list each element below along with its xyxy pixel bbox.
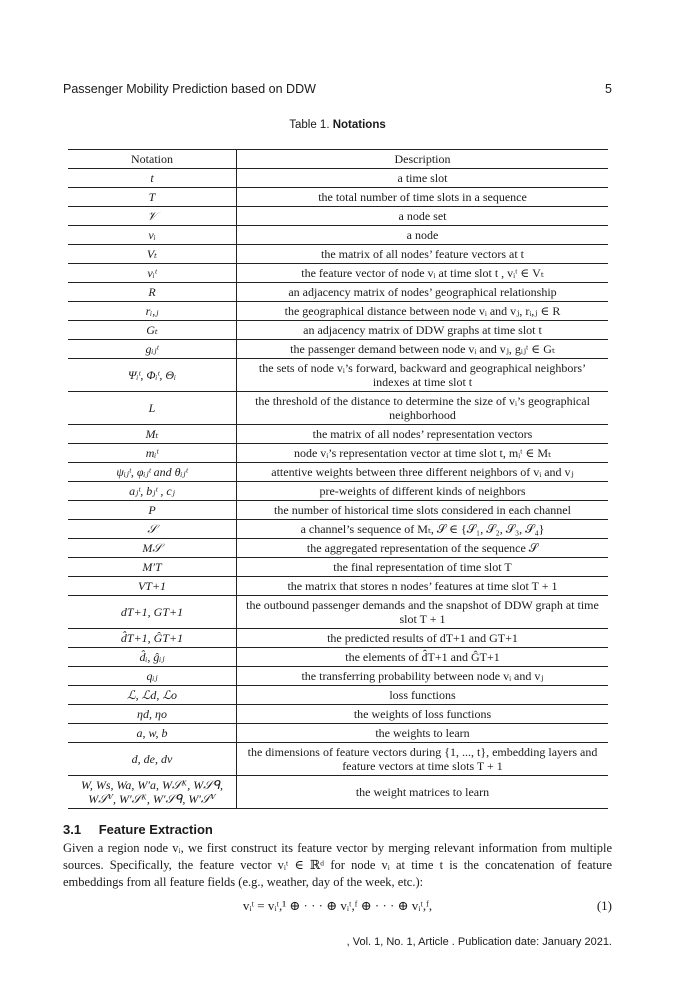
notation-symbol: gᵢⱼᵗ [68, 340, 237, 359]
notation-symbol: Ψᵢᵗ, Φᵢᵗ, Θᵢ [68, 359, 237, 392]
notation-description: the geographical distance between node vᵢ and vⱼ, rᵢ,ⱼ ∈ R [237, 302, 609, 321]
notation-description: the threshold of the distance to determine the size of vᵢ’s geographical neighborhood [237, 392, 609, 425]
notation-symbol: 𝒱 [68, 207, 237, 226]
section-title: Feature Extraction [98, 822, 213, 837]
table-row [68, 743, 608, 776]
notation-description: an adjacency matrix of DDW graphs at time slot t [237, 321, 609, 340]
notation-description: the feature vector of node vᵢ at time slot t , vᵢᵗ ∈ Vₜ [237, 264, 609, 283]
notation-symbol: M𝒮 [68, 539, 237, 558]
notation-symbol: VT+1 [68, 577, 237, 596]
notation-symbol: ηd, ηo [68, 705, 237, 724]
notation-symbol: R [68, 283, 237, 302]
notation-symbol: 𝒮 [68, 520, 237, 539]
notation-symbol: dT+1, GT+1 [68, 596, 237, 629]
notation-description: the weight matrices to learn [237, 776, 609, 809]
notation-description: a node [237, 226, 609, 245]
notation-symbol: vᵢ [68, 226, 237, 245]
table-row [68, 724, 608, 743]
notation-description: the matrix of all nodes’ feature vectors at t [237, 245, 609, 264]
caption-prefix: Table 1. [289, 119, 330, 131]
section-heading [63, 822, 213, 837]
table-row [68, 482, 608, 501]
notation-description: the outbound passenger demands and the snapshot of DDW graph at time slot T + 1 [237, 596, 609, 629]
table-row [68, 169, 608, 188]
notation-symbol: d̂ᵢ, ĝᵢⱼ [68, 648, 237, 667]
table-row [68, 629, 608, 648]
section-number: 3.1 [63, 822, 82, 837]
notation-symbol: M′T [68, 558, 237, 577]
notation-description: an adjacency matrix of nodes’ geographical relationship [237, 283, 609, 302]
notation-symbol: Vₜ [68, 245, 237, 264]
notation-symbol: T [68, 188, 237, 207]
notation-description: the aggregated representation of the sequence 𝒮 [237, 539, 609, 558]
table-row [68, 207, 608, 226]
notation-symbol: Gₜ [68, 321, 237, 340]
notation-description: a node set [237, 207, 609, 226]
table-row [68, 776, 608, 809]
notation-description: the elements of d̂T+1 and ĜT+1 [237, 648, 609, 667]
notation-symbol: vᵢᵗ [68, 264, 237, 283]
table-row [68, 245, 608, 264]
notation-symbol: t [68, 169, 237, 188]
notation-symbol: W, Ws, Wa, W′a, W𝒮ᴷ, W𝒮ᑫ, W𝒮ⱽ, W′𝒮ᴷ, W′𝒮ᑫ, W′𝒮ⱽ [68, 776, 237, 809]
notation-description: the matrix of all nodes’ representation vectors [237, 425, 609, 444]
running-title: Passenger Mobility Prediction based on DDW [63, 82, 316, 96]
table-header-row [68, 150, 608, 169]
notation-symbol: d̂T+1, ĜT+1 [68, 629, 237, 648]
notation-description: the passenger demand between node vᵢ and vⱼ, gᵢⱼᵗ ∈ Gₜ [237, 340, 609, 359]
page-footer: , Vol. 1, No. 1, Article . Publication date: January 2021. [346, 936, 612, 948]
table-row [68, 392, 608, 425]
notation-symbol: mᵢᵗ [68, 444, 237, 463]
table-row [68, 463, 608, 482]
notation-symbol: ψᵢⱼᵗ, φᵢⱼᵗ and θᵢⱼᵗ [68, 463, 237, 482]
notation-symbol: d, de, dv [68, 743, 237, 776]
table-row [68, 648, 608, 667]
table-row [68, 520, 608, 539]
notation-description: the weights to learn [237, 724, 609, 743]
table-row [68, 188, 608, 207]
notation-description: node vᵢ’s representation vector at time slot t, mᵢᵗ ∈ Mₜ [237, 444, 609, 463]
notation-description: the total number of time slots in a sequence [237, 188, 609, 207]
table-body [68, 169, 608, 809]
table-row [68, 444, 608, 463]
caption-title: Notations [332, 119, 386, 131]
page-number: 5 [605, 82, 612, 96]
notation-description: a channel’s sequence of Mₜ, 𝒮 ∈ {𝒮₁, 𝒮₂, 𝒮₃, 𝒮₄} [237, 520, 609, 539]
notation-symbol: a, w, b [68, 724, 237, 743]
table-row [68, 359, 608, 392]
notation-description: a time slot [237, 169, 609, 188]
notation-symbol: qᵢⱼ [68, 667, 237, 686]
table-row [68, 425, 608, 444]
notation-description: the dimensions of feature vectors during {1, ..., t}, embedding layers and feature vectors at time slots T + 1 [237, 743, 609, 776]
notation-description: the predicted results of dT+1 and GT+1 [237, 629, 609, 648]
table-row [68, 226, 608, 245]
table-caption [0, 119, 675, 131]
table-row [68, 264, 608, 283]
table-row [68, 283, 608, 302]
table-row [68, 705, 608, 724]
notation-symbol: rᵢ,ⱼ [68, 302, 237, 321]
notation-symbol: ℒ, ℒd, ℒo [68, 686, 237, 705]
column-header-description: Description [237, 150, 609, 169]
equation: vᵢᵗ = vᵢᵗ,¹ ⊕ · · · ⊕ vᵢᵗ,ᶠ ⊕ · · · ⊕ vᵢᵗ,ᶠ, [242, 898, 433, 913]
notation-description: the matrix that stores n nodes’ features at time slot T + 1 [237, 577, 609, 596]
table-row [68, 558, 608, 577]
table-row [68, 577, 608, 596]
notation-description: pre-weights of different kinds of neighbors [237, 482, 609, 501]
table-row [68, 501, 608, 520]
column-header-notation: Notation [68, 150, 237, 169]
equation-number: (1) [596, 898, 612, 913]
notation-description: the final representation of time slot T [237, 558, 609, 577]
notation-description: loss functions [237, 686, 609, 705]
notation-description: the weights of loss functions [237, 705, 609, 724]
notations-table [68, 149, 608, 809]
notation-description: attentive weights between three different neighbors of vᵢ and vⱼ [237, 463, 609, 482]
table-row [68, 302, 608, 321]
table-row [68, 321, 608, 340]
body-paragraph: Given a region node vᵢ, we first construct its feature vector by merging relevant information from multiple sources. Specifically, the feature vector vᵢᵗ ∈ ℝᵈ for node vᵢ at time t is the concatenation of feature embeddings from all feature fields (e.g., weather, day of the week, etc.): [63, 841, 612, 889]
table-row [68, 539, 608, 558]
table-row [68, 686, 608, 705]
notation-description: the number of historical time slots considered in each channel [237, 501, 609, 520]
notation-symbol: L [68, 392, 237, 425]
table-row [68, 596, 608, 629]
notation-description: the sets of node vᵢ’s forward, backward and geographical neighbors’ indexes at time slot t [237, 359, 609, 392]
table-row [68, 340, 608, 359]
running-header [63, 82, 612, 96]
notation-symbol: Mₜ [68, 425, 237, 444]
notation-symbol: P [68, 501, 237, 520]
notation-description: the transferring probability between node vᵢ and vⱼ [237, 667, 609, 686]
notation-symbol: aⱼᵗ, bⱼᵗ , cⱼ [68, 482, 237, 501]
table-row [68, 667, 608, 686]
